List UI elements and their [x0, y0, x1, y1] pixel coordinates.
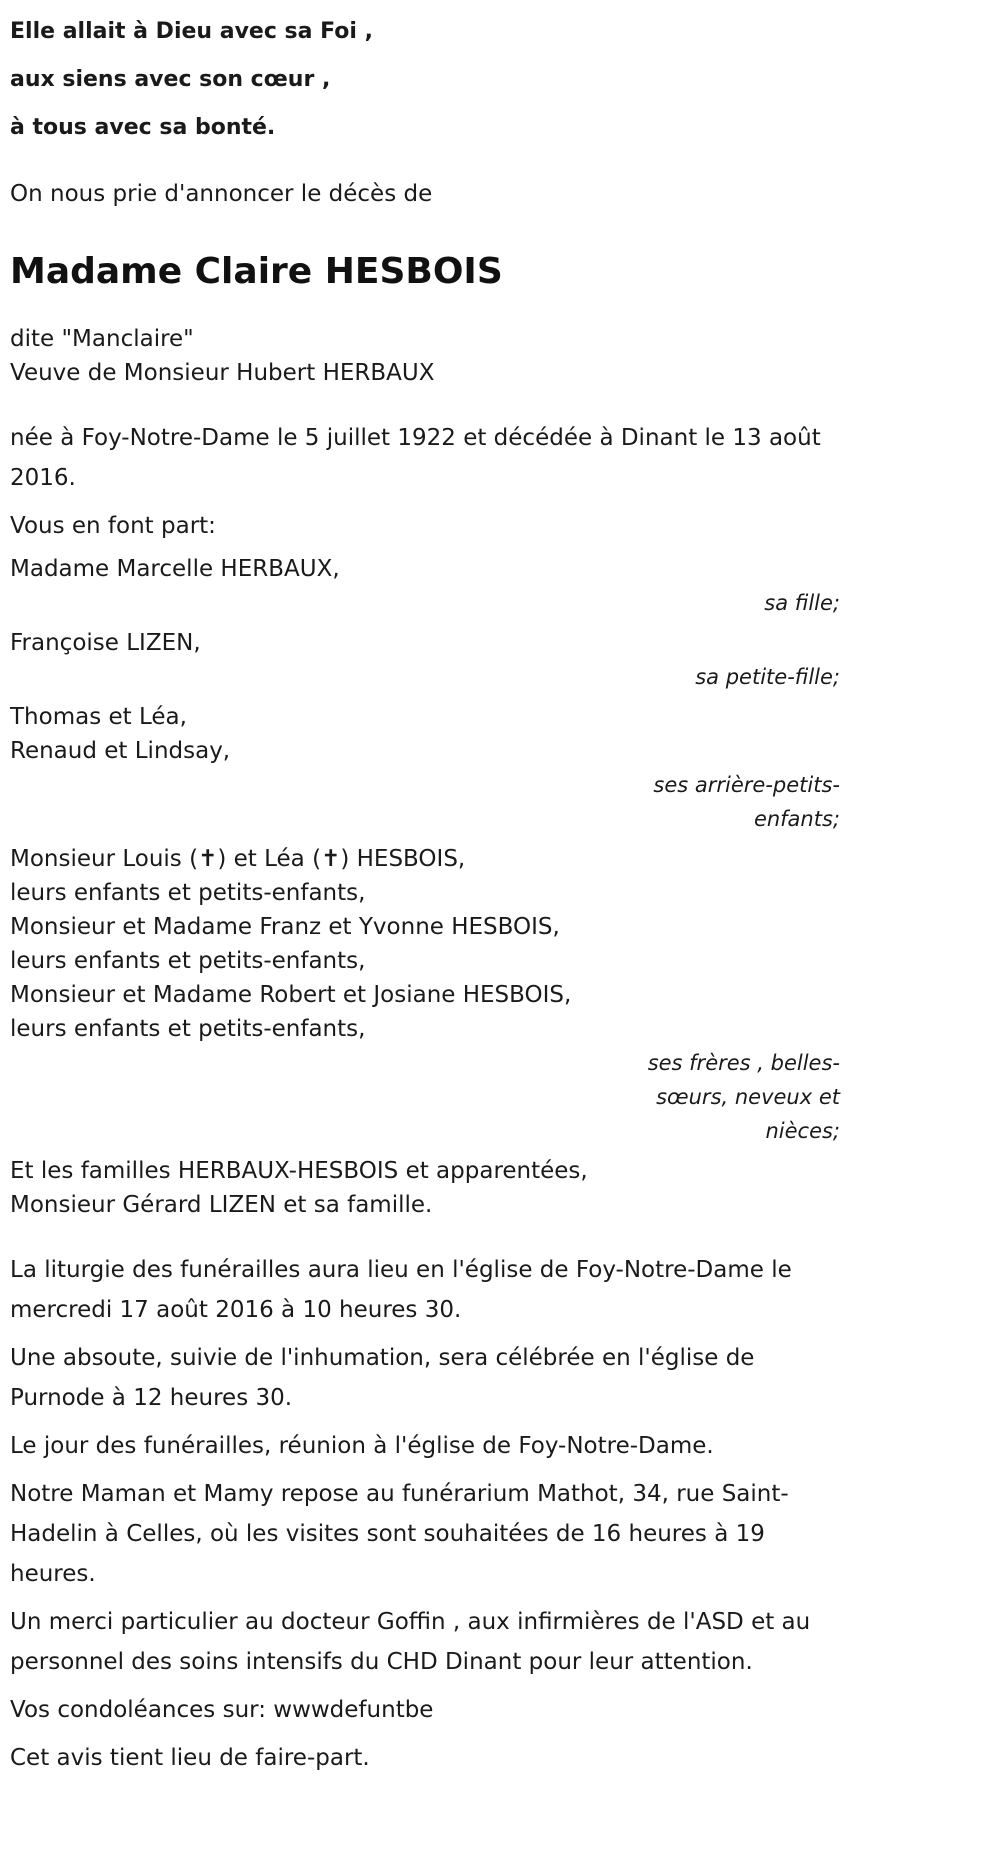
sibling-text: ) et Léa (	[217, 846, 322, 872]
birth-death-text	[10, 418, 850, 498]
widow-of: Veuve de Monsieur Hubert HERBAUX	[10, 360, 435, 386]
intro-text: On nous prie d'annoncer le décès de	[10, 181, 433, 207]
deceased-info	[10, 322, 870, 390]
verse-line: à tous avec sa bonté.	[10, 115, 276, 140]
sibling-text: ) HESBOIS,	[340, 846, 466, 872]
announce-text: Vous en font part:	[10, 513, 216, 539]
detail-paragraph: Notre Maman et Mamy repose au funérarium Mathot, 34, rue Saint-Hadelin à Celles, où les visites sont souhaitées de 16 heures à 19 heures.	[10, 1481, 789, 1587]
relation-text: ses arrière-petits-enfants;	[653, 773, 840, 831]
family-name: Thomas et Léa,	[10, 704, 187, 730]
family-great-grandchildren	[10, 700, 870, 836]
family-siblings	[10, 842, 870, 1148]
detail-paragraph: Une absoute, suivie de l'inhumation, sera célébrée en l'église de Purnode à 12 heures 30.	[10, 1345, 755, 1411]
family-name: Madame Marcelle HERBAUX,	[10, 556, 340, 582]
relation-label: sa fille;	[764, 591, 840, 615]
sibling-text: Monsieur Louis (	[10, 846, 199, 872]
closing-line: Cet avis tient lieu de faire-part.	[10, 1745, 370, 1771]
birth-death-value: née à Foy-Notre-Dame le 5 juillet 1922 et décédée à Dinant le 13 août 2016.	[10, 425, 821, 491]
family-granddaughter	[10, 626, 870, 694]
detail-paragraph: La liturgie des funérailles aura lieu en l'église de Foy-Notre-Dame le mercredi 17 août 2016 à 10 heures 30.	[10, 1257, 792, 1323]
relation-label: sa petite-fille;	[695, 665, 840, 689]
family-others	[10, 1154, 870, 1222]
family-name: Et les familles HERBAUX-HESBOIS et apparentées,	[10, 1158, 588, 1184]
family-daughter	[10, 552, 870, 620]
family-name: leurs enfants et petits-enfants,	[10, 880, 366, 906]
cross-icon: ✝	[321, 846, 341, 872]
nickname: dite "Manclaire"	[10, 326, 194, 352]
relation-label	[10, 1046, 840, 1148]
family-name: Renaud et Lindsay,	[10, 738, 231, 764]
deceased-name: Madame Claire HESBOIS	[10, 251, 503, 292]
detail-paragraph: Le jour des funérailles, réunion à l'église de Foy-Notre-Dame.	[10, 1433, 714, 1459]
obituary-notice	[0, 8, 870, 1778]
family-name: leurs enfants et petits-enfants,	[10, 1016, 366, 1042]
opening-verse	[10, 8, 870, 152]
cross-icon: ✝	[198, 846, 218, 872]
family-name	[10, 842, 870, 876]
relation-label	[10, 768, 840, 836]
condolences-line: Vos condoléances sur: wwwdefuntbe	[10, 1697, 434, 1723]
family-name: Françoise LIZEN,	[10, 630, 201, 656]
family-name: leurs enfants et petits-enfants,	[10, 948, 366, 974]
relation-text: ses frères , belles-sœurs, neveux et nièces;	[647, 1051, 840, 1143]
verse-line: Elle allait à Dieu avec sa Foi ,	[10, 19, 373, 44]
verse-line: aux siens avec son cœur ,	[10, 67, 331, 92]
ceremony-details	[10, 1250, 870, 1778]
family-name: Monsieur Gérard LIZEN et sa famille.	[10, 1192, 433, 1218]
family-name: Monsieur et Madame Robert et Josiane HESBOIS,	[10, 982, 572, 1008]
detail-paragraph: Un merci particulier au docteur Goffin , aux infirmières de l'ASD et au personnel des soins intensifs du CHD Dinant pour leur attention.	[10, 1609, 811, 1675]
family-name: Monsieur et Madame Franz et Yvonne HESBOIS,	[10, 914, 560, 940]
